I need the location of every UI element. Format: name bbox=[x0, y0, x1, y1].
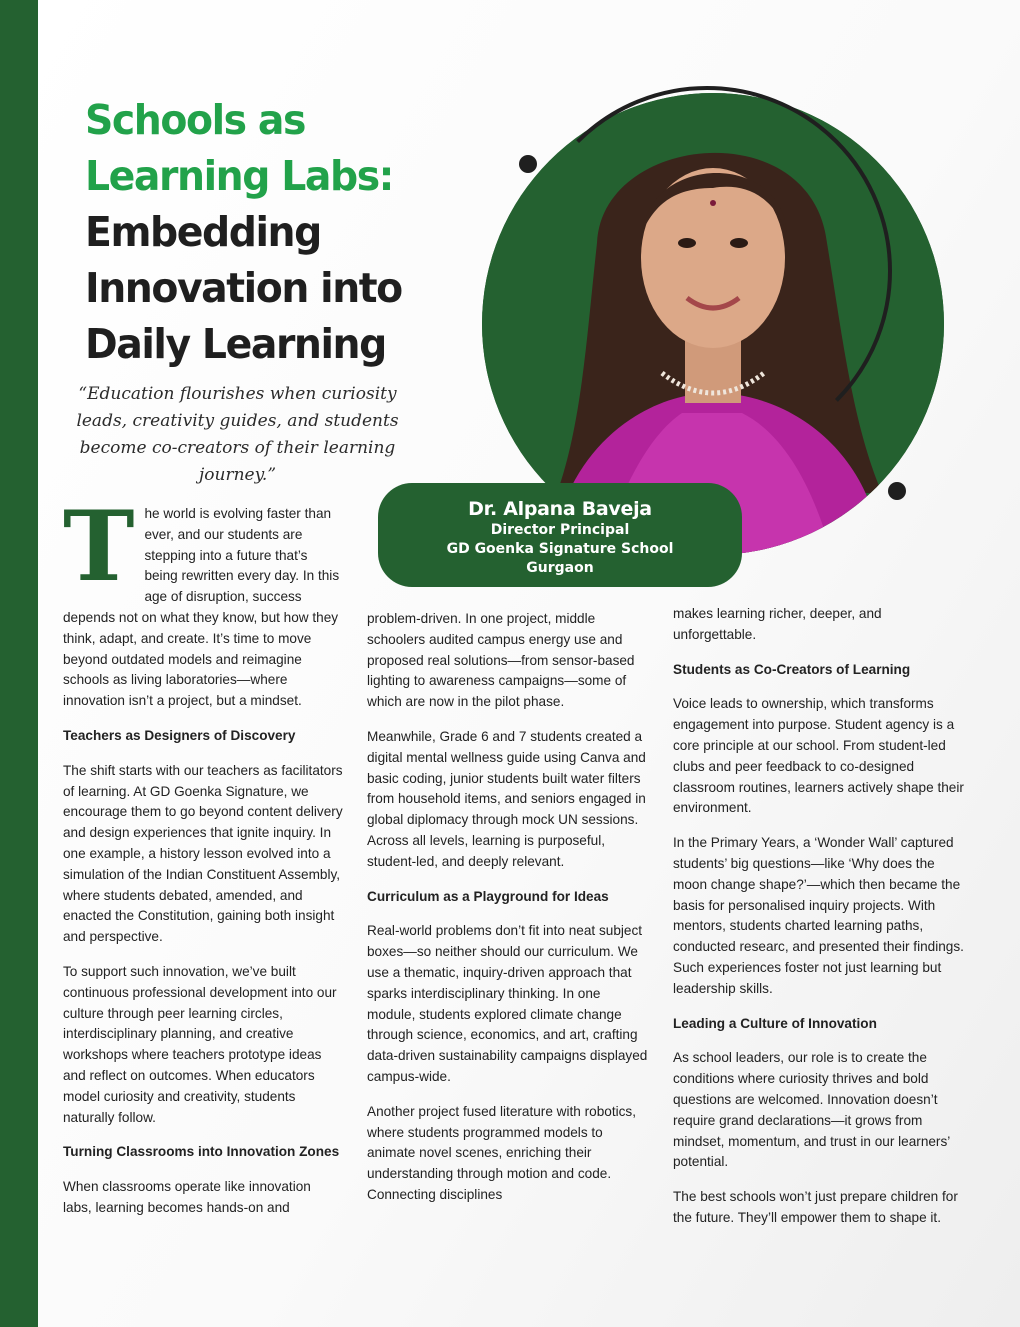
headline-green-line-1: Schools as bbox=[85, 96, 306, 144]
intro-text: he world is evolving faster than ever, and our students are stepping into a future that’s being rewritten every day. In this age of disruption, success depends not on what they know, but how they think, adapt, and create. It’s time to move beyond outdated models and reimagine schools as living laboratories—where innovation isn’t a project, but a mindset. bbox=[63, 506, 340, 709]
paragraph-leading-2: The best schools won’t just prepare children for the future. They’ll empower them to shape it. bbox=[673, 1189, 958, 1225]
paragraph-curriculum-2-cont: makes learning richer, deeper, and unforgettable. bbox=[673, 606, 882, 642]
heading-leading: Leading a Culture of Innovation bbox=[673, 1015, 877, 1031]
side-accent-bar bbox=[0, 0, 38, 1327]
article-headline bbox=[85, 92, 411, 372]
author-name-card bbox=[378, 483, 742, 587]
headline-dark-line-3: Daily Learning bbox=[85, 320, 386, 368]
author-city: Gurgaon bbox=[526, 560, 594, 576]
paragraph-cocreators-1: Voice leads to ownership, which transforms engagement into purpose. Student agency is a core principle at our school. From student-led clubs and peer feedback to co-designed classroom routines, learners actively shape their environment. bbox=[673, 696, 964, 816]
paragraph-classrooms-1: When classrooms operate like innovation labs, learning becomes hands-on and bbox=[63, 1179, 311, 1215]
paragraph-teachers-2: To support such innovation, we’ve built continuous professional development into our culture through peer learning circles, interdisciplinary planning, and creative workshops where teachers prototype ideas and reflect on outcomes. When educators model curiosity and creativity, students naturally follow. bbox=[63, 963, 337, 1125]
paragraph-cocreators-2: In the Primary Years, a ‘Wonder Wall’ captured students’ big questions—like ‘Why does the moon change shape?’—which then became the basis for personalised inquiry projects. With mentors, students charted learning paths, conducted researc, and presented their findings. Such experiences foster not just learning but leadership skills. bbox=[673, 835, 964, 996]
paragraph-classrooms-2: Meanwhile, Grade 6 and 7 students created a digital mental wellness guide using Canva and basic coding, junior students built water filters from household items, and seniors engaged in global diplomacy through mock UN sessions. Across all levels, learning is purposeful, student-led, and deeply relevant. bbox=[367, 728, 646, 869]
headline-dark-line-2: Innovation into bbox=[85, 264, 402, 312]
article-column-3 bbox=[673, 604, 965, 1243]
drop-cap: T bbox=[63, 490, 135, 603]
intro-paragraph bbox=[63, 490, 343, 712]
heading-curriculum: Curriculum as a Playground for Ideas bbox=[367, 888, 609, 904]
pull-quote: “Education flourishes when curiosity leads, creativity guides, and students become co-creators of their learning journey.” bbox=[76, 384, 399, 485]
headline-green-line-2: Learning Labs: bbox=[85, 152, 393, 200]
paragraph-classrooms-1-cont: problem-driven. In one project, middle schoolers audited campus energy use and proposed real solutions—from sensor-based lighting to awareness campaigns—some of which are now in the pilot phase. bbox=[367, 611, 635, 710]
author-role: Director Principal bbox=[490, 522, 630, 538]
decorative-dot-top bbox=[519, 155, 537, 173]
article-column-2 bbox=[367, 609, 652, 1220]
paragraph-curriculum-1: Real-world problems don’t fit into neat subject boxes—so neither should our curriculum. We use a thematic, inquiry-driven approach that sparks interdisciplinary thinking. In one module, students explored climate change through science, economics, and art, crafting data-driven sustainability campaigns displayed campus-wide. bbox=[367, 923, 648, 1084]
heading-classrooms: Turning Classrooms into Innovation Zones bbox=[63, 1144, 340, 1160]
article-column-1 bbox=[63, 490, 343, 1233]
decorative-dot-bottom bbox=[888, 482, 906, 500]
author-school: GD Goenka Signature School bbox=[446, 541, 674, 557]
author-name: Dr. Alpana Baveja bbox=[468, 498, 652, 520]
headline-dark-line-1: Embedding bbox=[85, 208, 321, 256]
heading-cocreators: Students as Co-Creators of Learning bbox=[673, 661, 911, 677]
paragraph-teachers-1: The shift starts with our teachers as facilitators of learning. At GD Goenka Signature, we encourage them to go beyond content delivery and design experiences that ignite inquiry. In one example, a history lesson evolved into a simulation of the Indian Constituent Assembly, where students debated, amended, and enacted the Constitution, gaining both insight and perspective. bbox=[63, 762, 343, 945]
paragraph-leading-1: As school leaders, our role is to create the conditions where curiosity thrives and bold questions are welcomed. Innovation doesn’t require grand declarations—it grows from mindset, momentum, and trust in our learners’ potential. bbox=[673, 1050, 950, 1170]
paragraph-curriculum-2: Another project fused literature with robotics, where students programmed models to animate novel scenes, enriching their understanding through motion and code. Connecting disciplines bbox=[367, 1103, 636, 1202]
heading-teachers: Teachers as Designers of Discovery bbox=[63, 727, 296, 743]
